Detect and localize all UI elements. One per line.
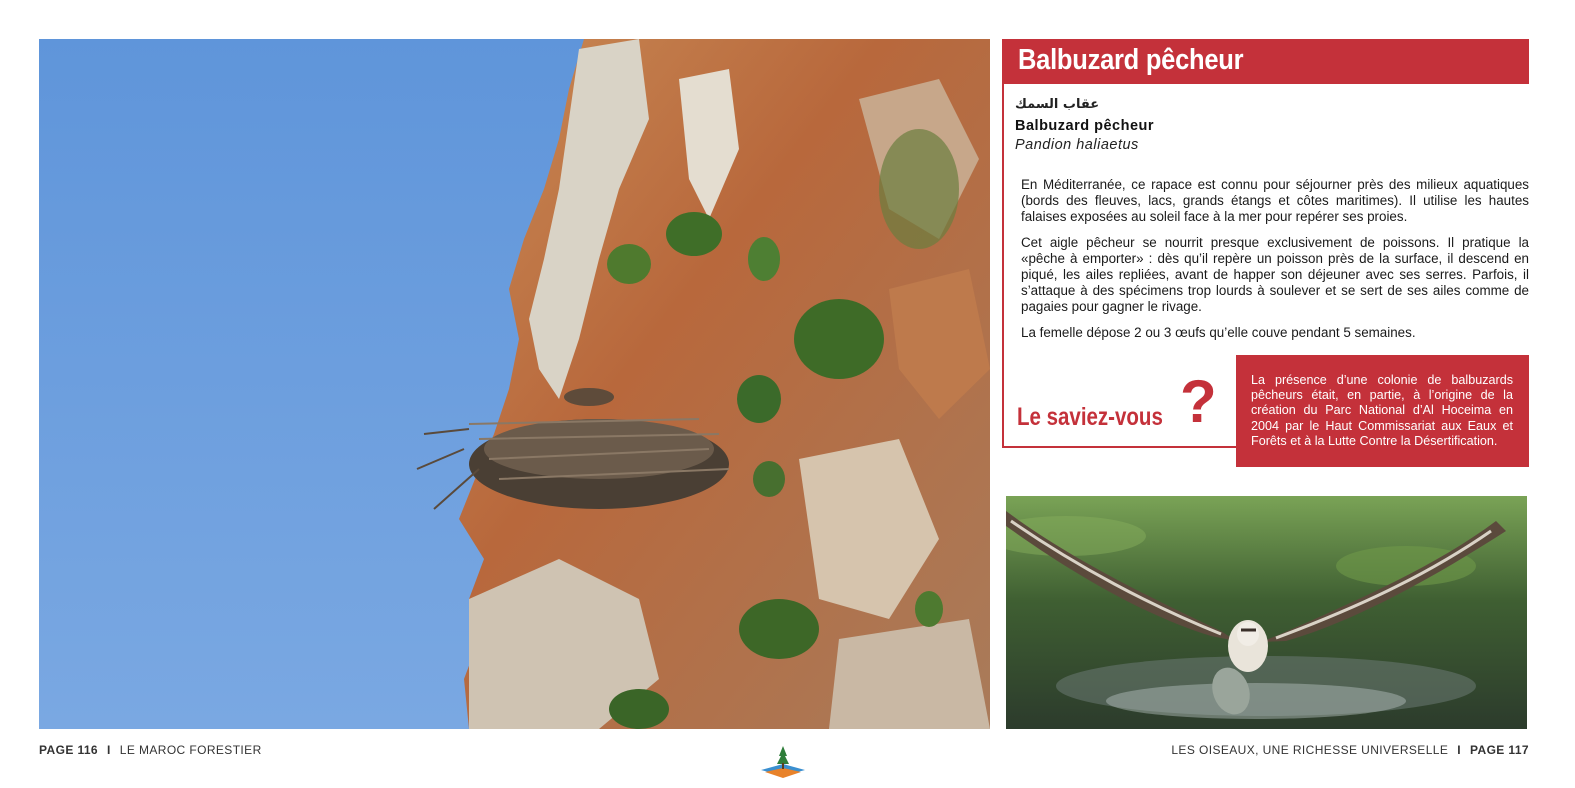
section-title-bar — [1002, 39, 1529, 84]
footer-separator: I — [1457, 743, 1461, 757]
osprey-fishing-photo — [1006, 496, 1527, 729]
arabic-name: عقاب السمك — [1015, 97, 1100, 112]
left-page-number: PAGE 116 — [39, 743, 99, 757]
description-text — [1021, 177, 1529, 352]
common-name: Balbuzard pêcheur — [1015, 118, 1155, 134]
paragraph: En Méditerranée, ce rapace est connu pour séjourner près des milieux aquatiques (bords des fleuves, lacs, grands étangs et côtes maritimes). Il utilise les hautes falaises exposées au soleil face à la mer pour repérer ses proies. — [1021, 177, 1529, 224]
book-logo-icon — [757, 744, 809, 780]
right-chapter-title: LES OISEAUX, UNE RICHESSE UNIVERSELLE — [1171, 743, 1449, 757]
latin-name: Pandion haliaetus — [1015, 137, 1139, 153]
right-page-number: PAGE 117 — [1469, 743, 1529, 757]
did-you-know-text: La présence d’une colonie de balbuzards pêcheurs était, en partie, à l’origine de la création du Parc National d’Al Hoceima en 2004 par le Haut Commissariat aux Eaux et Forêts et à la Lutte Contre la Désertification. — [1251, 373, 1513, 448]
section-title: Balbuzard pêcheur — [1018, 44, 1244, 76]
footer-left — [39, 743, 262, 757]
left-book-title: LE MAROC FORESTIER — [119, 743, 262, 757]
footer-separator: I — [107, 743, 111, 757]
cliff-nest-photo — [39, 39, 990, 729]
footer-right — [1171, 743, 1529, 757]
paragraph: La femelle dépose 2 ou 3 œufs qu’elle couve pendant 5 semaines. — [1021, 325, 1416, 341]
question-mark-icon: ? — [1180, 368, 1217, 435]
did-you-know-label: Le saviez-vous — [1017, 403, 1163, 431]
did-you-know-box — [1236, 355, 1529, 467]
paragraph: Cet aigle pêcheur se nourrit presque exclusivement de poissons. Il pratique la «pêche à emporter» : dès qu’il repère un poisson près de la surface, il descend en piqué, les ailes repliées, avant de happer son déjeuner avec ses serres. Parfois, il s’attaque à des spécimens trop lourds à soulever et se sert de ses ailes comme de pagaies pour gagner le rivage. — [1021, 235, 1529, 314]
